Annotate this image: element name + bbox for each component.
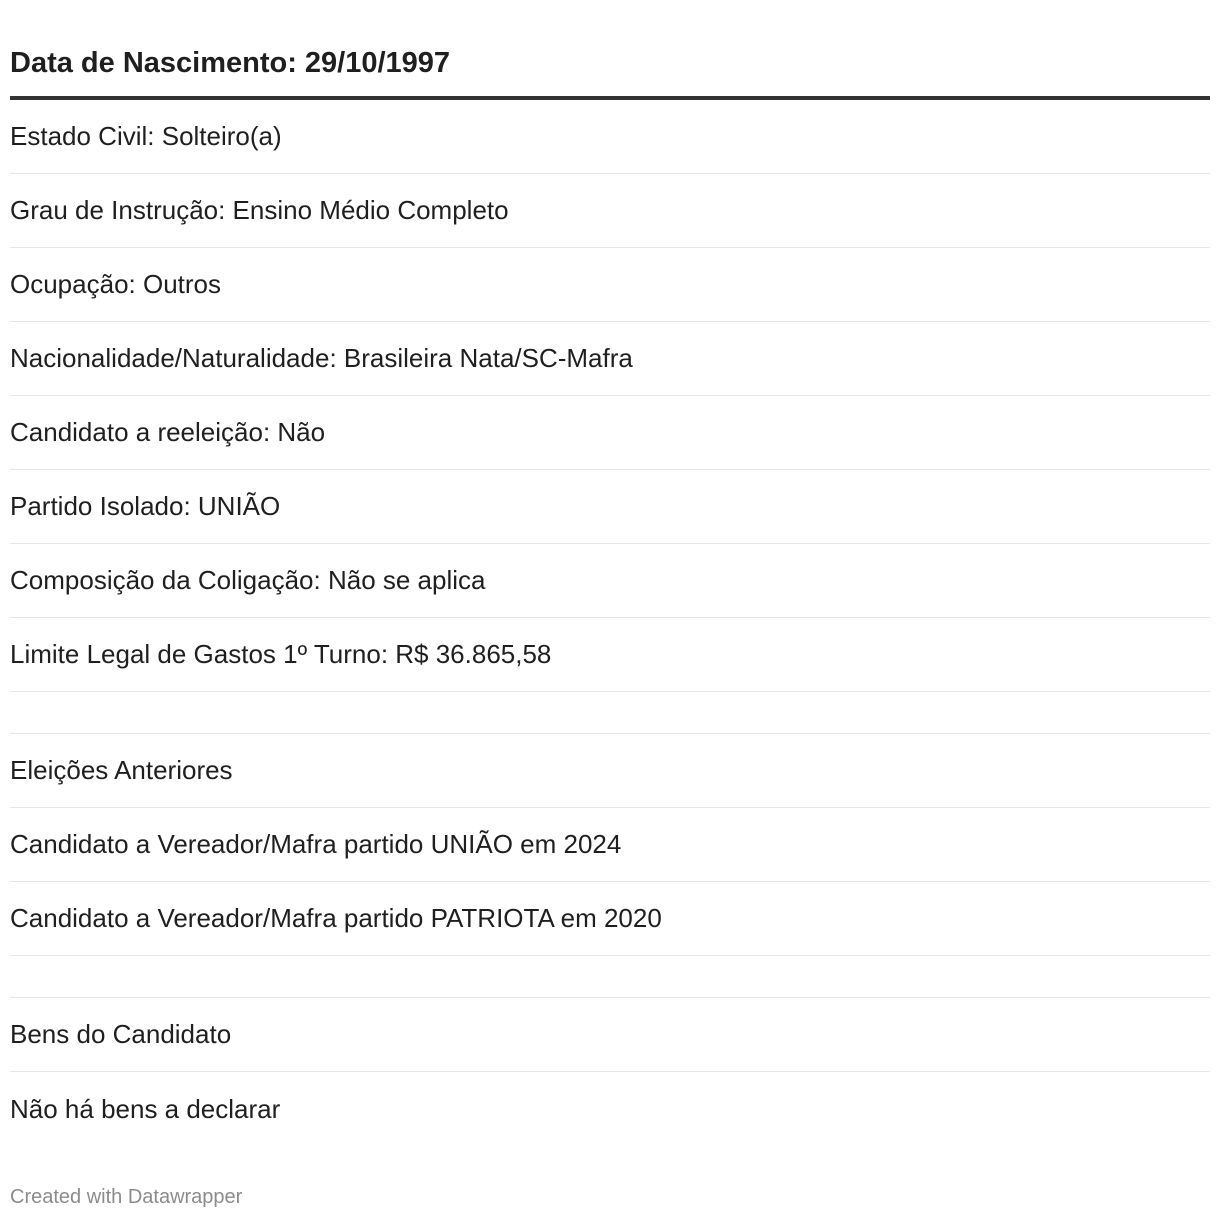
table-row-assets: Não há bens a declarar bbox=[10, 1093, 281, 1124]
table-row-election-2020: Candidato a Vereador/Mafra partido PATRIOTA em 2020 bbox=[10, 882, 1210, 956]
section-heading-previous-elections: Eleições Anteriores bbox=[10, 734, 1210, 808]
table-row-coalition: Composição da Coligação: Não se aplica bbox=[10, 544, 1210, 618]
table-container bbox=[10, 0, 1210, 1146]
datawrapper-credit[interactable]: Created with Datawrapper bbox=[10, 1186, 243, 1208]
table-body bbox=[10, 100, 1210, 1146]
table-row-empty bbox=[10, 692, 1210, 734]
table-row-marital-status: Estado Civil: Solteiro(a) bbox=[10, 100, 1210, 174]
table-row-election-2024: Candidato a Vereador/Mafra partido UNIÃO em 2024 bbox=[10, 808, 1210, 882]
table-row-party: Partido Isolado: UNIÃO bbox=[10, 470, 1210, 544]
table-header bbox=[10, 0, 1210, 100]
table-row-spending-limit: Limite Legal de Gastos 1º Turno: R$ 36.865,58 bbox=[10, 618, 1210, 692]
table-row-empty bbox=[10, 956, 1210, 998]
table-row-nationality: Nacionalidade/Naturalidade: Brasileira Nata/SC-Mafra bbox=[10, 322, 1210, 396]
table-row-occupation: Ocupação: Outros bbox=[10, 248, 1210, 322]
table-title: Data de Nascimento: 29/10/1997 bbox=[10, 47, 451, 79]
table-row-education: Grau de Instrução: Ensino Médio Completo bbox=[10, 174, 1210, 248]
table-row-reelection: Candidato a reeleição: Não bbox=[10, 396, 1210, 470]
section-heading-assets: Bens do Candidato bbox=[10, 998, 1210, 1072]
